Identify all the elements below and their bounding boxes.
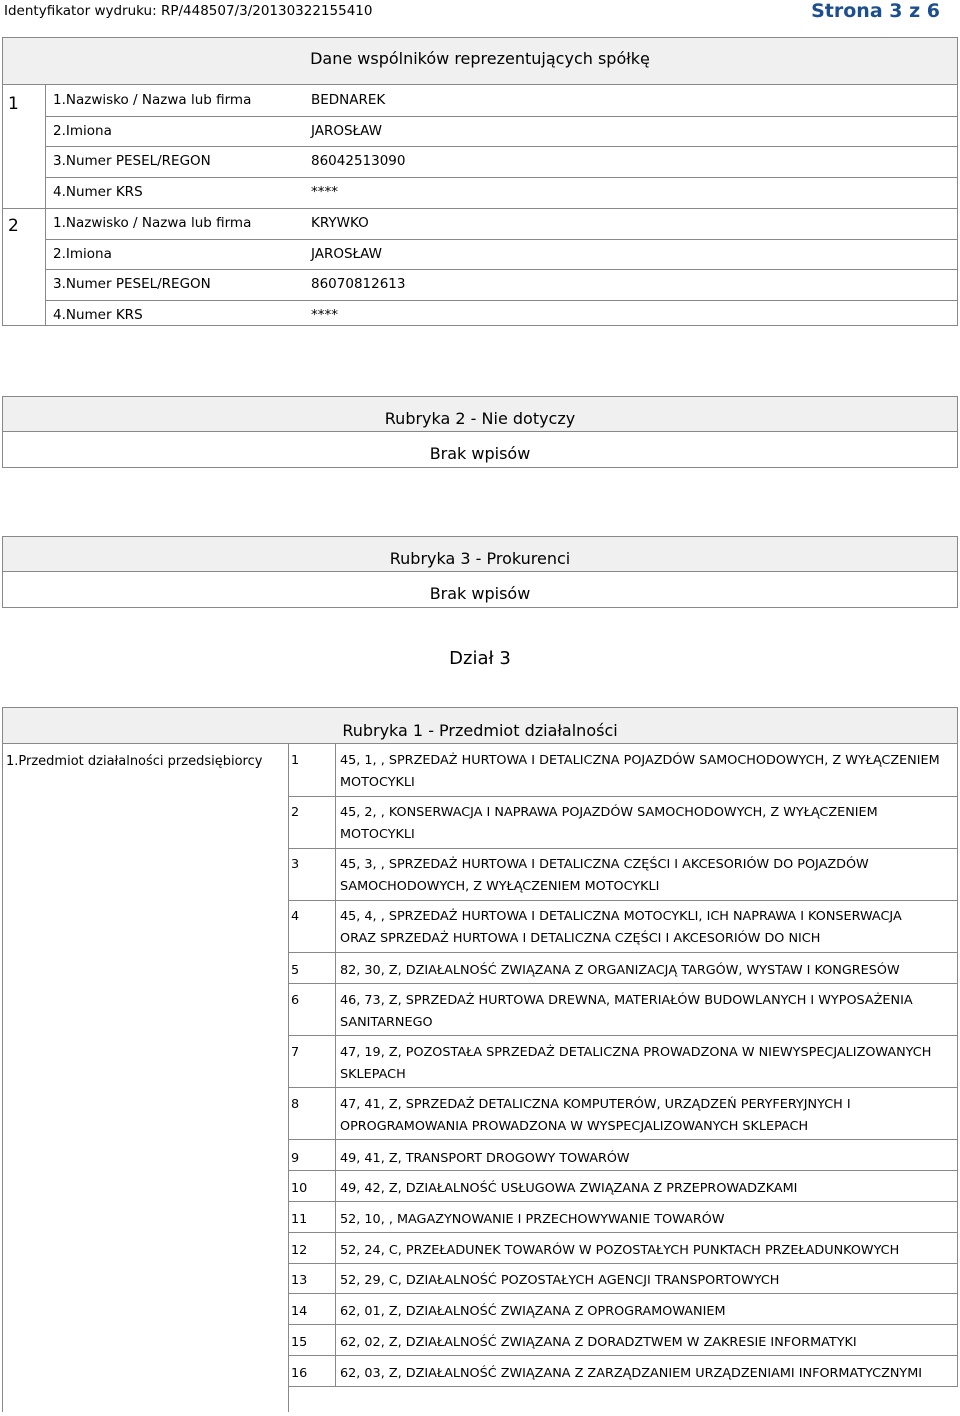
partner-1-firstname-label: 2.Imiona (53, 123, 112, 139)
activity-row-line1: 82, 30, Z, DZIAŁALNOŚĆ ZWIĄZANA Z ORGANIZACJĄ TARGÓW, WYSTAW I KONGRESÓW (340, 963, 900, 978)
partner-1-pesel-label: 3.Numer PESEL/REGON (53, 153, 211, 169)
activity-row-line1: 47, 41, Z, SPRZEDAŻ DETALICZNA KOMPUTERÓW, URZĄDZEŃ PERYFERYJNYCH I (340, 1097, 851, 1112)
row-divider (288, 1201, 958, 1202)
activity-row-number: 8 (291, 1097, 300, 1112)
partner-2-pesel-label: 3.Numer PESEL/REGON (53, 276, 211, 292)
rubryka-3-title: Rubryka 3 - Prokurenci (389, 549, 571, 568)
activity-row-number: 15 (291, 1335, 308, 1350)
activity-row-text (340, 1240, 955, 1262)
partner-1-firstname-value: JAROSŁAW (311, 123, 382, 139)
activity-row-number: 2 (291, 805, 300, 820)
activity-row-number: 5 (291, 963, 300, 978)
activity-row-number: 3 (291, 857, 300, 872)
activity-row-line2: SAMOCHODOWYCH, Z WYŁĄCZENIEM MOTOCYKLI (340, 878, 660, 894)
activity-row-text (340, 1178, 955, 1200)
partner-2-krs-label: 4.Numer KRS (53, 307, 143, 323)
activity-row-line1: 45, 2, , KONSERWACJA I NAPRAWA POJAZDÓW SAMOCHODOWYCH, Z WYŁĄCZENIEM (340, 805, 878, 820)
activity-row-line1: 62, 03, Z, DZIAŁALNOŚĆ ZWIĄZANA Z ZARZĄDZANIEM URZĄDZENIAMI INFORMATYCZNYMI (340, 1366, 923, 1381)
activity-row-number: 11 (291, 1212, 308, 1227)
row-divider (288, 848, 958, 849)
row-divider (288, 1035, 958, 1036)
activity-row-line1: 49, 42, Z, DZIAŁALNOŚĆ USŁUGOWA ZWIĄZANA Z PRZEPROWADZKAMI (340, 1181, 798, 1196)
activity-row-line1: 52, 24, C, PRZEŁADUNEK TOWARÓW W POZOSTAŁYCH PUNKTACH PRZEŁADUNKOWYCH (340, 1243, 900, 1258)
activity-row-line1: 47, 19, Z, POZOSTAŁA SPRZEDAŻ DETALICZNA PROWADZONA W NIEWYSPECJALIZOWANYCH (340, 1045, 932, 1060)
activity-title: Rubryka 1 - Przedmiot działalności (342, 721, 618, 740)
partner-1-name-value: BEDNAREK (311, 92, 386, 108)
partner-2-name-label: 1.Nazwisko / Nazwa lub firma (53, 215, 252, 231)
activity-row-number: 13 (291, 1273, 308, 1288)
activity-row-line2: ORAZ SPRZEDAŻ HURTOWA I DETALICZNA CZĘŚCI I AKCESORIÓW DO NICH (340, 930, 821, 946)
row-divider (288, 1263, 958, 1264)
activity-row-line1: 45, 4, , SPRZEDAŻ HURTOWA I DETALICZNA MOTOCYKLI, ICH NAPRAWA I KONSERWACJA (340, 909, 902, 924)
section-heading: Dział 3 (449, 648, 511, 669)
activity-row-line1: 52, 10, , MAGAZYNOWANIE I PRZECHOWYWANIE TOWARÓW (340, 1212, 725, 1227)
activity-row-number: 14 (291, 1304, 308, 1319)
activity-row-number: 4 (291, 909, 300, 924)
activity-row-line2: MOTOCYKLI (340, 826, 415, 842)
partner-1-krs-value: **** (311, 184, 338, 200)
activity-row-text (340, 990, 955, 1033)
row-divider (288, 952, 958, 953)
row-divider (288, 983, 958, 984)
activity-row-number: 16 (291, 1366, 308, 1381)
page-number: Strona 3 z 6 (811, 0, 940, 22)
activity-row-line2: OPROGRAMOWANIA PROWADZONA W WYSPECJALIZOWANYCH SKLEPACH (340, 1118, 809, 1134)
activity-row-text (340, 906, 955, 949)
activity-row-text (340, 1094, 955, 1137)
rubryka-2-status: Brak wpisów (429, 444, 531, 463)
row-divider (288, 1087, 958, 1088)
activity-row-line1: 62, 01, Z, DZIAŁALNOŚĆ ZWIĄZANA Z OPROGRAMOWANIEM (340, 1304, 726, 1319)
activity-row-line1: 49, 41, Z, TRANSPORT DROGOWY TOWARÓW (340, 1151, 630, 1166)
partner-1-pesel-value: 86042513090 (311, 153, 406, 169)
activity-row-number: 1 (291, 753, 300, 768)
activity-row-text (340, 854, 955, 897)
partner-2-firstname-value: JAROSŁAW (311, 246, 382, 262)
activity-row-line1: 45, 1, , SPRZEDAŻ HURTOWA I DETALICZNA POJAZDÓW SAMOCHODOWYCH, Z WYŁĄCZENIEM (340, 753, 940, 768)
partner-1-name-label: 1.Nazwisko / Nazwa lub firma (53, 92, 252, 108)
row-divider (288, 1170, 958, 1171)
activity-row-text (340, 960, 955, 982)
partner-1-number: 1 (8, 94, 19, 114)
activity-row-text (340, 1332, 955, 1354)
activity-row-text (340, 1148, 955, 1170)
activity-row-text (340, 802, 955, 845)
activity-row-line1: 45, 3, , SPRZEDAŻ HURTOWA I DETALICZNA CZĘŚCI I AKCESORIÓW DO POJAZDÓW (340, 857, 869, 872)
activity-row-line1: 62, 02, Z, DZIAŁALNOŚĆ ZWIĄZANA Z DORADZTWEM W ZAKRESIE INFORMATYKI (340, 1335, 857, 1350)
activity-row-text (340, 1363, 955, 1385)
activity-row-text (340, 1270, 955, 1292)
activity-row-text (340, 1209, 955, 1231)
row-divider (288, 796, 958, 797)
partner-2-name-value: KRYWKO (311, 215, 369, 231)
partner-2-firstname-label: 2.Imiona (53, 246, 112, 262)
activity-row-text (340, 1042, 955, 1085)
partner-2-number: 2 (8, 216, 19, 236)
activity-row-line2: SKLEPACH (340, 1066, 406, 1082)
activity-row-number: 10 (291, 1181, 308, 1196)
activity-row-number: 12 (291, 1243, 308, 1258)
partners-title: Dane wspólników reprezentujących spółkę (310, 49, 650, 68)
row-divider (288, 1232, 958, 1233)
row-divider (288, 1324, 958, 1325)
rubryka-3-status: Brak wpisów (429, 584, 531, 603)
row-divider (288, 900, 958, 901)
partner-2-pesel-value: 86070812613 (311, 276, 406, 292)
row-divider (288, 1386, 958, 1387)
activity-row-line2: MOTOCYKLI (340, 774, 415, 790)
row-divider (288, 1355, 958, 1356)
activity-row-text (340, 1301, 955, 1323)
rubryka-2-title: Rubryka 2 - Nie dotyczy (384, 409, 576, 428)
activity-row-line1: 52, 29, C, DZIAŁALNOŚĆ POZOSTAŁYCH AGENCJI TRANSPORTOWYCH (340, 1273, 780, 1288)
activity-row-number: 9 (291, 1151, 300, 1166)
activity-row-text (340, 750, 955, 793)
activity-row-line2: SANITARNEGO (340, 1014, 433, 1030)
activity-row-line1: 46, 73, Z, SPRZEDAŻ HURTOWA DREWNA, MATERIAŁÓW BUDOWLANYCH I WYPOSAŻENIA (340, 993, 913, 1008)
partner-2-krs-value: **** (311, 307, 338, 323)
partner-1-krs-label: 4.Numer KRS (53, 184, 143, 200)
row-divider (288, 1293, 958, 1294)
row-divider (288, 1139, 958, 1140)
activity-label: 1.Przedmiot działalności przedsiębiorcy (6, 754, 263, 769)
activity-row-number: 6 (291, 993, 300, 1008)
print-identifier: Identyfikator wydruku: RP/448507/3/20130322155410 (4, 3, 373, 19)
activity-row-number: 7 (291, 1045, 300, 1060)
